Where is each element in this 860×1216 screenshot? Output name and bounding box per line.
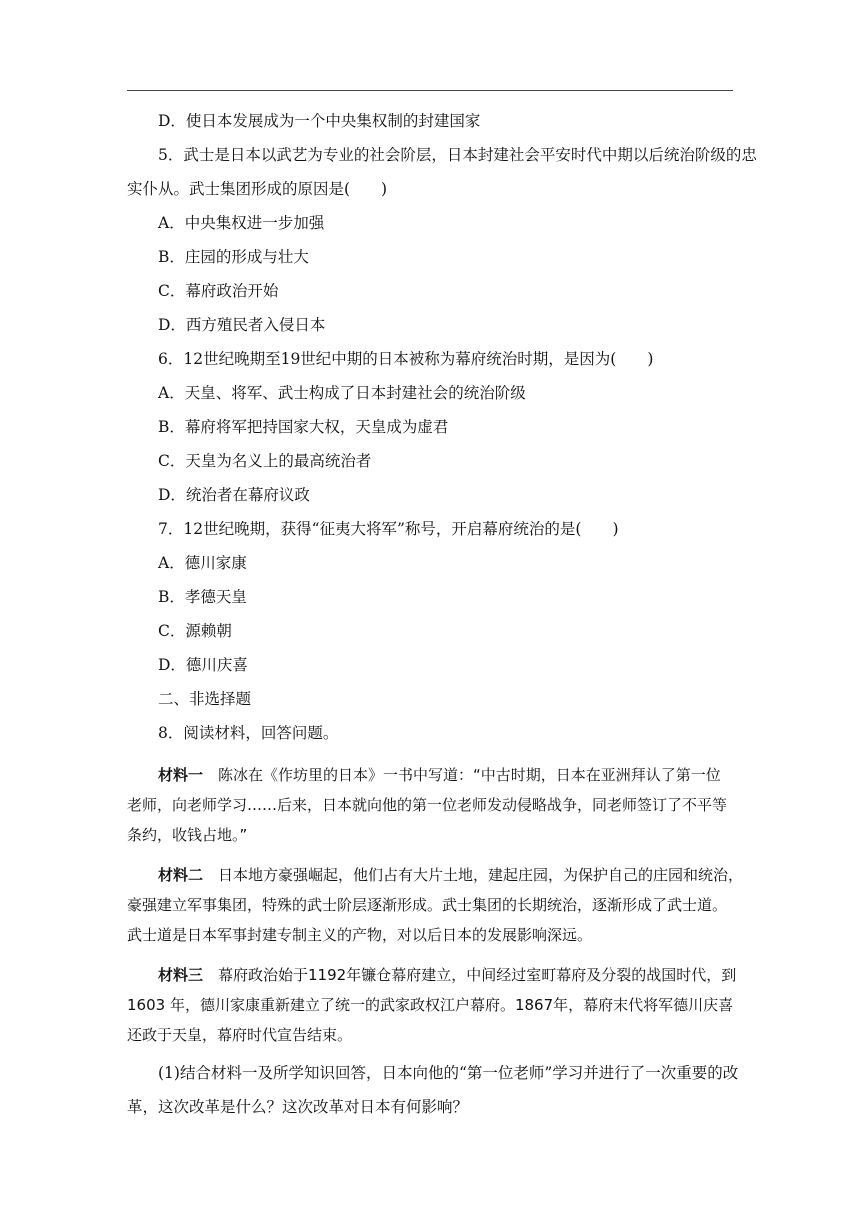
q7-stem: 7．12世纪晚期，获得“征夷大将军”称号，开启幕府统治的是( ) (158, 520, 619, 538)
material-3-line2: 1603 年，德川家康重新建立了统一的武家政权江户幕府。1867年，幕府末代将军德川庆喜 (127, 996, 734, 1014)
material-2-line2: 豪强建立军事集团，特殊的武士阶层逐渐形成。武士集团的长期统治，逐渐形成了武士道。 (127, 896, 728, 914)
material-1-text: 陈冰在《作坊里的日本》一书中写道：“中古时期，日本在亚洲拜认了第一位 (203, 766, 721, 784)
material-2-label: 材料二 (158, 866, 204, 884)
q5-stem-line1: 5．武士是日本以武艺为专业的社会阶层，日本封建社会平安时代中期以后统治阶级的忠 (158, 146, 757, 164)
q7-option-b: B．孝德天皇 (158, 588, 247, 606)
q5-option-d: D．西方殖民者入侵日本 (158, 316, 326, 334)
q7-option-d: D．德川庆喜 (158, 656, 248, 674)
material-2-line3: 武士道是日本军事封建专制主义的产物，对以后日本的发展影响深远。 (127, 926, 593, 944)
q7-option-c: C．源赖朝 (158, 622, 232, 640)
section-heading: 二、非选择题 (158, 690, 252, 708)
material-1-label: 材料一 (158, 766, 204, 784)
q8-stem: 8．阅读材料，回答问题。 (158, 724, 339, 742)
q6-option-b: B．幕府将军把持国家大权，天皇成为虚君 (158, 418, 449, 436)
q8-sub1-line1: (1)结合材料一及所学知识回答，日本向他的“第一位老师”学习并进行了一次重要的改 (158, 1064, 739, 1082)
material-3-label: 材料三 (158, 966, 204, 984)
material-3-line1 (127, 960, 737, 990)
q6-option-d: D．统治者在幕府议政 (158, 486, 310, 504)
material-3-line3: 还政于天皇，幕府时代宣告结束。 (127, 1026, 353, 1044)
q7-option-a: A．德川家康 (158, 554, 247, 572)
q6-option-c: C．天皇为名义上的最高统治者 (158, 452, 372, 470)
material-2-line1 (127, 860, 744, 890)
q5-option-c: C．幕府政治开始 (158, 282, 279, 300)
q5-option-b: B．庄园的形成与壮大 (158, 248, 309, 266)
q6-stem: 6．12世纪晚期至19世纪中期的日本被称为幕府统治时期，是因为( ) (158, 350, 654, 368)
q6-option-a: A．天皇、将军、武士构成了日本封建社会的统治阶级 (158, 384, 526, 402)
page-content (127, 104, 757, 1124)
q5-option-a: A．中央集权进一步加强 (158, 214, 325, 232)
material-1-line2: 老师，向老师学习……后来，日本就向他的第一位老师发动侵略战争，同老师签订了不平等 (127, 796, 728, 814)
material-3-text: 幕府政治始于1192年镰仓幕府建立，中间经过室町幕府及分裂的战国时代，到 (203, 966, 737, 984)
material-1-line3: 条约，收钱占地。” (127, 826, 248, 844)
header-rule (127, 90, 733, 91)
material-1-line1 (127, 760, 733, 790)
material-2-text: 日本地方豪强崛起，他们占有大片土地，建起庄园，为保护自己的庄园和统治， (203, 866, 744, 884)
q5-stem-line2: 实仆从。武士集团形成的原因是( ) (127, 180, 388, 198)
q4-option-d: D．使日本发展成为一个中央集权制的封建国家 (158, 112, 481, 130)
q8-sub1-line2: 革，这次改革是什么？这次改革对日本有何影响？ (127, 1098, 469, 1116)
